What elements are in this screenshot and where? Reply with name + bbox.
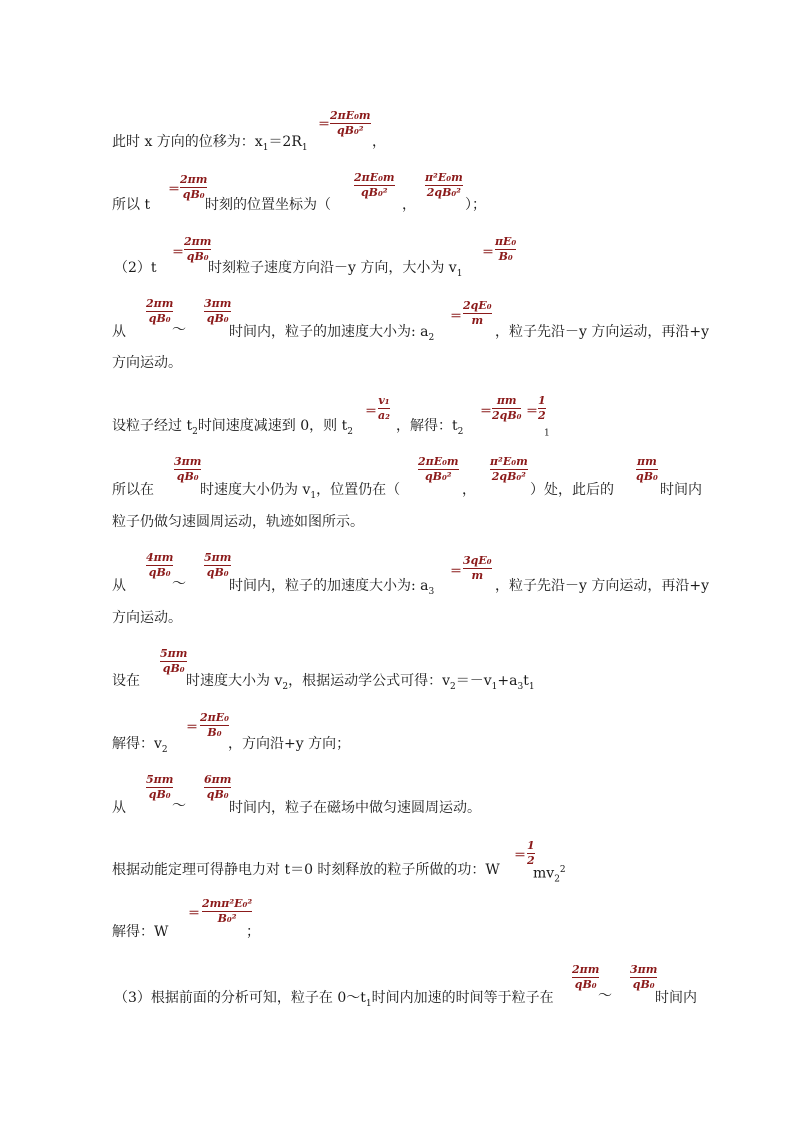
line-5-text-a: 设粒子经过 $t_2$时间速度减速到 0，则 $t_2$ (112, 418, 353, 437)
equals-sign: ＝ (482, 245, 495, 259)
line-6-text-f: 时间内 (660, 482, 702, 498)
line-11-text-a: 根据动能定理可得静电力对 t＝0 时刻释放的粒子所做的功：W (112, 862, 500, 878)
fraction-piE0-B0: πE₀ B₀ (495, 235, 517, 263)
line-7-text-a: 从 (112, 578, 126, 594)
line-2-text-d: ）； (465, 197, 486, 213)
line-7-text-b: 时间内，粒子的加速度大小为: $a_3$ (229, 578, 435, 597)
fraction-2piE0-B0: 2πE₀ B₀ (200, 711, 229, 739)
line-3-text-b: 时刻粒子速度方向沿－y 方向，大小为 $v_1$ (208, 260, 463, 279)
fraction-5pim-qB0: 5πm qB₀ (160, 647, 188, 675)
fraction-2pim-qB0: 2πm qB₀ (180, 173, 208, 201)
line-10-text-a: 从 (112, 800, 126, 816)
equals-sign: ＝ (450, 564, 463, 578)
equals-sign: ＝ (318, 117, 331, 131)
fraction-pi2E0m-2qB0sq: π²E₀m 2qB₀² (490, 455, 528, 483)
tilde: ～ (598, 988, 612, 1004)
fraction-3pim-qB0: 3πm qB₀ (204, 297, 232, 325)
equals-sign: ＝ (365, 404, 378, 418)
equals-sign: ＝ (480, 404, 493, 418)
line-1-comma: ， (372, 134, 386, 150)
line-9-text-a: 解得：$v_2$ (112, 736, 168, 755)
line-9-text-b: ，方向沿+y 方向； (228, 736, 351, 752)
line-4-text-b: 时间内，粒子的加速度大小为: $a_2$ (229, 324, 435, 343)
fraction-half: 1 2 (527, 839, 535, 867)
fraction-2piE0m-qB0sq: 2πE₀m qB₀² (418, 455, 459, 483)
line-8-text-b: 时速度大小为 $v_2$，根据运动学公式可得：$v_2=-v_1+a_3t_1$ (186, 673, 535, 692)
line-2-comma: ， (402, 197, 416, 213)
line-4-text-a: 从 (112, 324, 126, 340)
line-6-text-e: ）处，此后的 (530, 482, 614, 498)
line-13-text-a: （3）根据前面的分析可知，粒子在 $0\sim t_1$时间内加速的时间等于粒子在 (114, 990, 554, 1009)
fraction-2pim-qB0: 2πm qB₀ (184, 235, 212, 263)
fraction-pim-2qB0: πm 2qB₀ (492, 394, 522, 422)
line-6-text-g: 粒子仍做匀速圆周运动，轨迹如图所示。 (112, 514, 364, 530)
line-8-text-a: 设在 (112, 673, 140, 689)
line-4-text-c: ，粒子先沿－y 方向运动，再沿+y (495, 324, 709, 340)
fraction-2piE0m-qB0sq: 2πE₀m qB₀² (330, 109, 371, 137)
line-3-text-a: （2）t (114, 260, 157, 276)
tilde: ～ (172, 798, 186, 814)
line-6-text-a: 所以在 (112, 482, 154, 498)
fraction-5pim-qB0: 5πm qB₀ (146, 773, 174, 801)
equals-sign: ＝ (168, 182, 181, 196)
fraction-2pim-qB0: 2πm qB₀ (572, 963, 600, 991)
line-7-text-c: ，粒子先沿－y 方向运动，再沿+y (495, 578, 709, 594)
fraction-5pim-qB0: 5πm qB₀ (204, 551, 232, 579)
tilde: ～ (172, 576, 186, 592)
line-12-text-b: ； (246, 924, 260, 940)
fraction-3pim-qB0: 3πm qB₀ (630, 963, 658, 991)
equals-sign: ＝ (188, 906, 201, 920)
line-10-text-b: 时间内，粒子在磁场中做匀速圆周运动。 (229, 800, 481, 816)
tilde: ～ (172, 322, 186, 338)
line-7-text-d: 方向运动。 (112, 610, 182, 626)
line-2-text-b: 时刻的位置坐标为（ (205, 197, 331, 213)
fraction-v1-a2: v₁ a₂ (378, 394, 390, 422)
line-1-text: 此时 x 方向的位移为：$x_1=2R_1$ (112, 134, 308, 153)
line-11-text-b: $mv_2^2$ (533, 865, 566, 885)
equals-sign: ＝ (186, 720, 199, 734)
equals-sign: ＝ (514, 848, 527, 862)
fraction-3qE0-m: 3qE₀ m (463, 554, 492, 582)
fraction-6pim-qB0: 6πm qB₀ (204, 773, 232, 801)
line-5-t1: 1 (544, 428, 550, 439)
line-13-text-c: 时间内 (655, 990, 697, 1006)
fraction-W-result: 2mπ²E₀² B₀² (202, 897, 253, 925)
fraction-2qE0-m: 2qE₀ m (463, 299, 492, 327)
fraction-half: 1 2 (538, 394, 546, 422)
line-2-text-a: 所以 t (112, 197, 151, 213)
line-6-text-b: 时速度大小仍为 $v_1$，位置仍在（ (200, 482, 401, 501)
fraction-3pim-qB0: 3πm qB₀ (174, 455, 202, 483)
line-6-comma: ， (462, 482, 476, 498)
fraction-4pim-qB0: 4πm qB₀ (146, 551, 174, 579)
line-5-text-c: ，解得：$t_2$ (396, 418, 464, 437)
line-12-text-a: 解得：W (112, 924, 169, 940)
line-4-text-d: 方向运动。 (112, 355, 182, 371)
fraction-pi2E0m-2qB0sq: π²E₀m 2qB₀² (425, 171, 463, 199)
equals-sign: ＝ (172, 245, 185, 259)
equals-sign: ＝ (450, 309, 463, 323)
fraction-pim-qB0: πm qB₀ (636, 455, 658, 483)
fraction-2piE0m-qB0sq: 2πE₀m qB₀² (354, 171, 395, 199)
equals-sign: ＝ (526, 404, 539, 418)
fraction-2pim-qB0: 2πm qB₀ (146, 297, 174, 325)
